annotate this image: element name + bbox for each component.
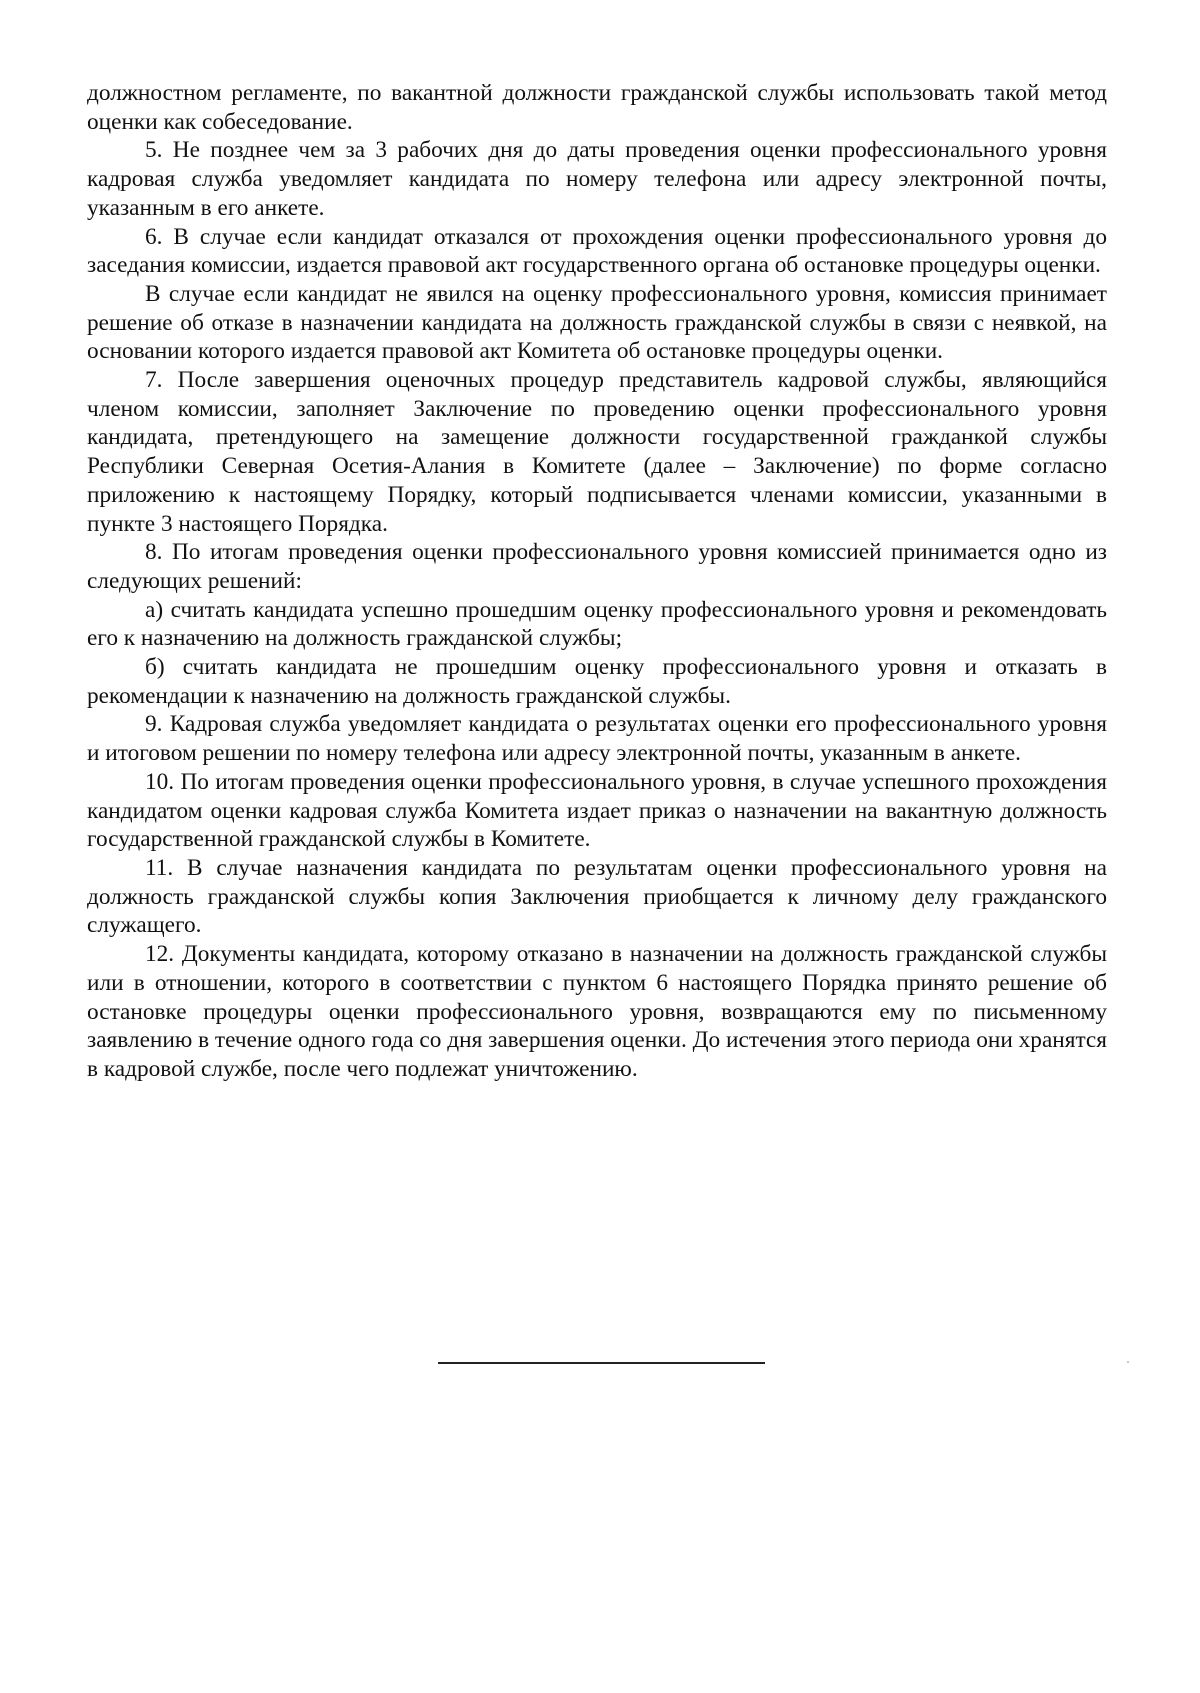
paragraph-continuation: должностном регламенте, по вакантной должности гражданской службы использовать такой метод оценки как собеседование. <box>87 80 1107 135</box>
paragraph-item-8b: б) считать кандидата не прошедшим оценку профессионального уровня и отказать в рекомендации к назначению на должность гражданской службы. <box>87 654 1107 709</box>
paragraph-item-8: 8. По итогам проведения оценки профессионального уровня комиссией принимается одно из следующих решений: <box>87 539 1107 594</box>
paragraph-item-7: 7. После завершения оценочных процедур представитель кадровой службы, являющийся членом комиссии, заполняет Заключение по проведению оценки профессионального уровня кандидата, претендующего на замещение должности государственной гражданкой службы Республики Северная Осетия-Алания в Комитете (далее – Заключение) по форме согласно приложению к настоящему Порядку, который подписывается членами комиссии, указанными в пункте 3 настоящего Порядка. <box>87 367 1107 537</box>
paragraph-item-5: 5. Не позднее чем за 3 рабочих дня до даты проведения оценки профессионального уровня кадровая служба уведомляет кандидата по номеру телефона или адресу электронной почты, указанным в его анкете. <box>87 137 1107 221</box>
paragraph-item-6-continued: В случае если кандидат не явился на оценку профессионального уровня, комиссия принимает решение об отказе в назначении кандидата на должность гражданской службы в связи с неявкой, на основании которого издается правовой акт Комитета об остановке процедуры оценки. <box>87 280 1107 365</box>
scan-speck <box>1127 1361 1129 1363</box>
paragraph-item-6: 6. В случае если кандидат отказался от прохождения оценки профессионального уровня до заседания комиссии, издается правовой акт государственного органа об остановке процедуры оценки. <box>87 223 1107 279</box>
paragraph-item-12: 12. Документы кандидата, которому отказано в назначении на должность гражданской службы или в отношении, которого в соответствии с пунктом 6 настоящего Порядка принято решение об остановке процедуры оценки профессионального уровня, возвращаются ему по письменному заявлению в течение одного года со дня завершения оценки. До истечения этого периода они хранятся в кадровой службе, после чего подлежат уничтожению. <box>87 941 1107 1082</box>
paragraph-item-11: 11. В случае назначения кандидата по результатам оценки профессионального уровня на должность гражданской службы копия Заключения приобщается к личному делу гражданского служащего. <box>87 854 1107 939</box>
closing-rule-line <box>438 1362 765 1364</box>
paragraph-item-9: 9. Кадровая служба уведомляет кандидата о результатах оценки его профессионального уровня и итоговом решении по номеру телефона или адресу электронной почты, указанным в анкете. <box>87 711 1107 767</box>
paragraph-item-10: 10. По итогам проведения оценки профессионального уровня, в случае успешного прохождения кандидатом оценки кадровая служба Комитета издает приказ о назначении на вакантную должность государственной гражданской службы в Комитете. <box>87 768 1107 853</box>
paragraph-item-8a: а) считать кандидата успешно прошедшим оценку профессионального уровня и рекомендовать его к назначению на должность гражданской службы; <box>87 596 1107 652</box>
document-body <box>87 79 1107 1084</box>
